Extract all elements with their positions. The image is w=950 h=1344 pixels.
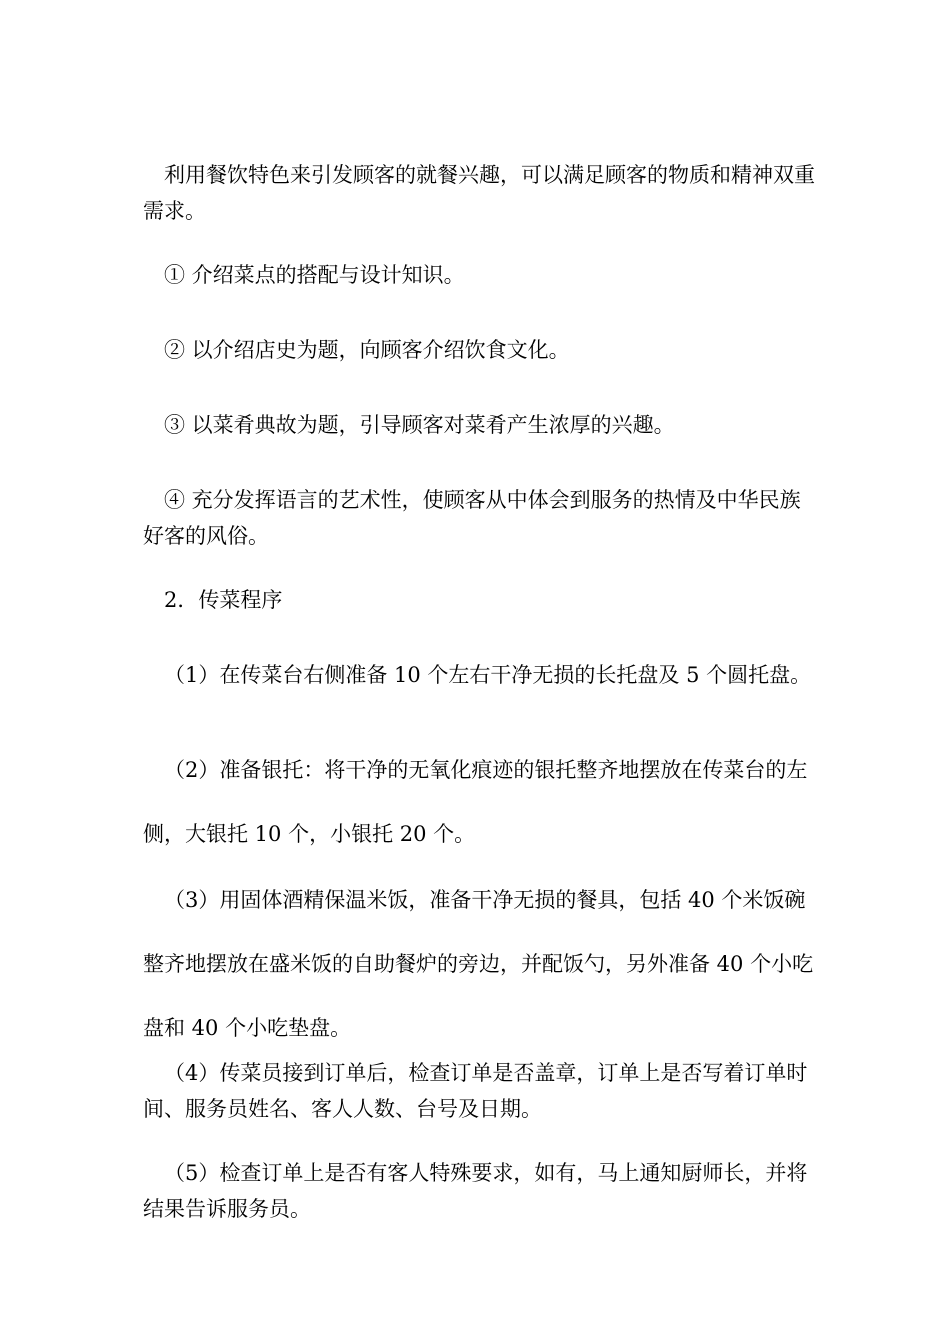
paragraph-item-4: ④ 充分发挥语言的艺术性，使顾客从中体会到服务的热情及中华民族好客的风俗。 bbox=[143, 488, 801, 548]
paragraph-step-3: （3）用固体酒精保温米饭，准备干净无损的餐具，包括 40 个米饭碗整齐地摆放在盛米饭的自助餐炉的旁边，并配饭勺，另外准备 40 个小吃盘和 40 个小吃垫盘。 bbox=[143, 888, 814, 1040]
paragraph-item-2: ② 以介绍店史为题，向顾客介绍饮食文化。 bbox=[164, 338, 570, 362]
paragraph-step-1: （1）在传菜台右侧准备 10 个左右干净无损的长托盘及 5 个圆托盘。 bbox=[164, 663, 812, 687]
paragraph-step-2: （2）准备银托：将干净的无氧化痕迹的银托整齐地摆放在传菜台的左侧，大银托 10 个，小银托 20 个。 bbox=[143, 758, 808, 846]
paragraph-step-5: （5）检查订单上是否有客人特殊要求，如有，马上通知厨师长，并将结果告诉服务员。 bbox=[143, 1161, 808, 1221]
paragraph-step-4: （4）传菜员接到订单后，检查订单是否盖章，订单上是否写着订单时间、服务员姓名、客人人数、台号及日期。 bbox=[143, 1061, 808, 1121]
paragraph-intro: 利用餐饮特色来引发顾客的就餐兴趣，可以满足顾客的物质和精神双重需求。 bbox=[143, 163, 815, 223]
section-heading: 2．传菜程序 bbox=[164, 588, 283, 612]
paragraph-item-3: ③ 以菜肴典故为题，引导顾客对菜肴产生浓厚的兴趣。 bbox=[164, 413, 675, 437]
paragraph-item-1: ① 介绍菜点的搭配与设计知识。 bbox=[164, 263, 465, 287]
